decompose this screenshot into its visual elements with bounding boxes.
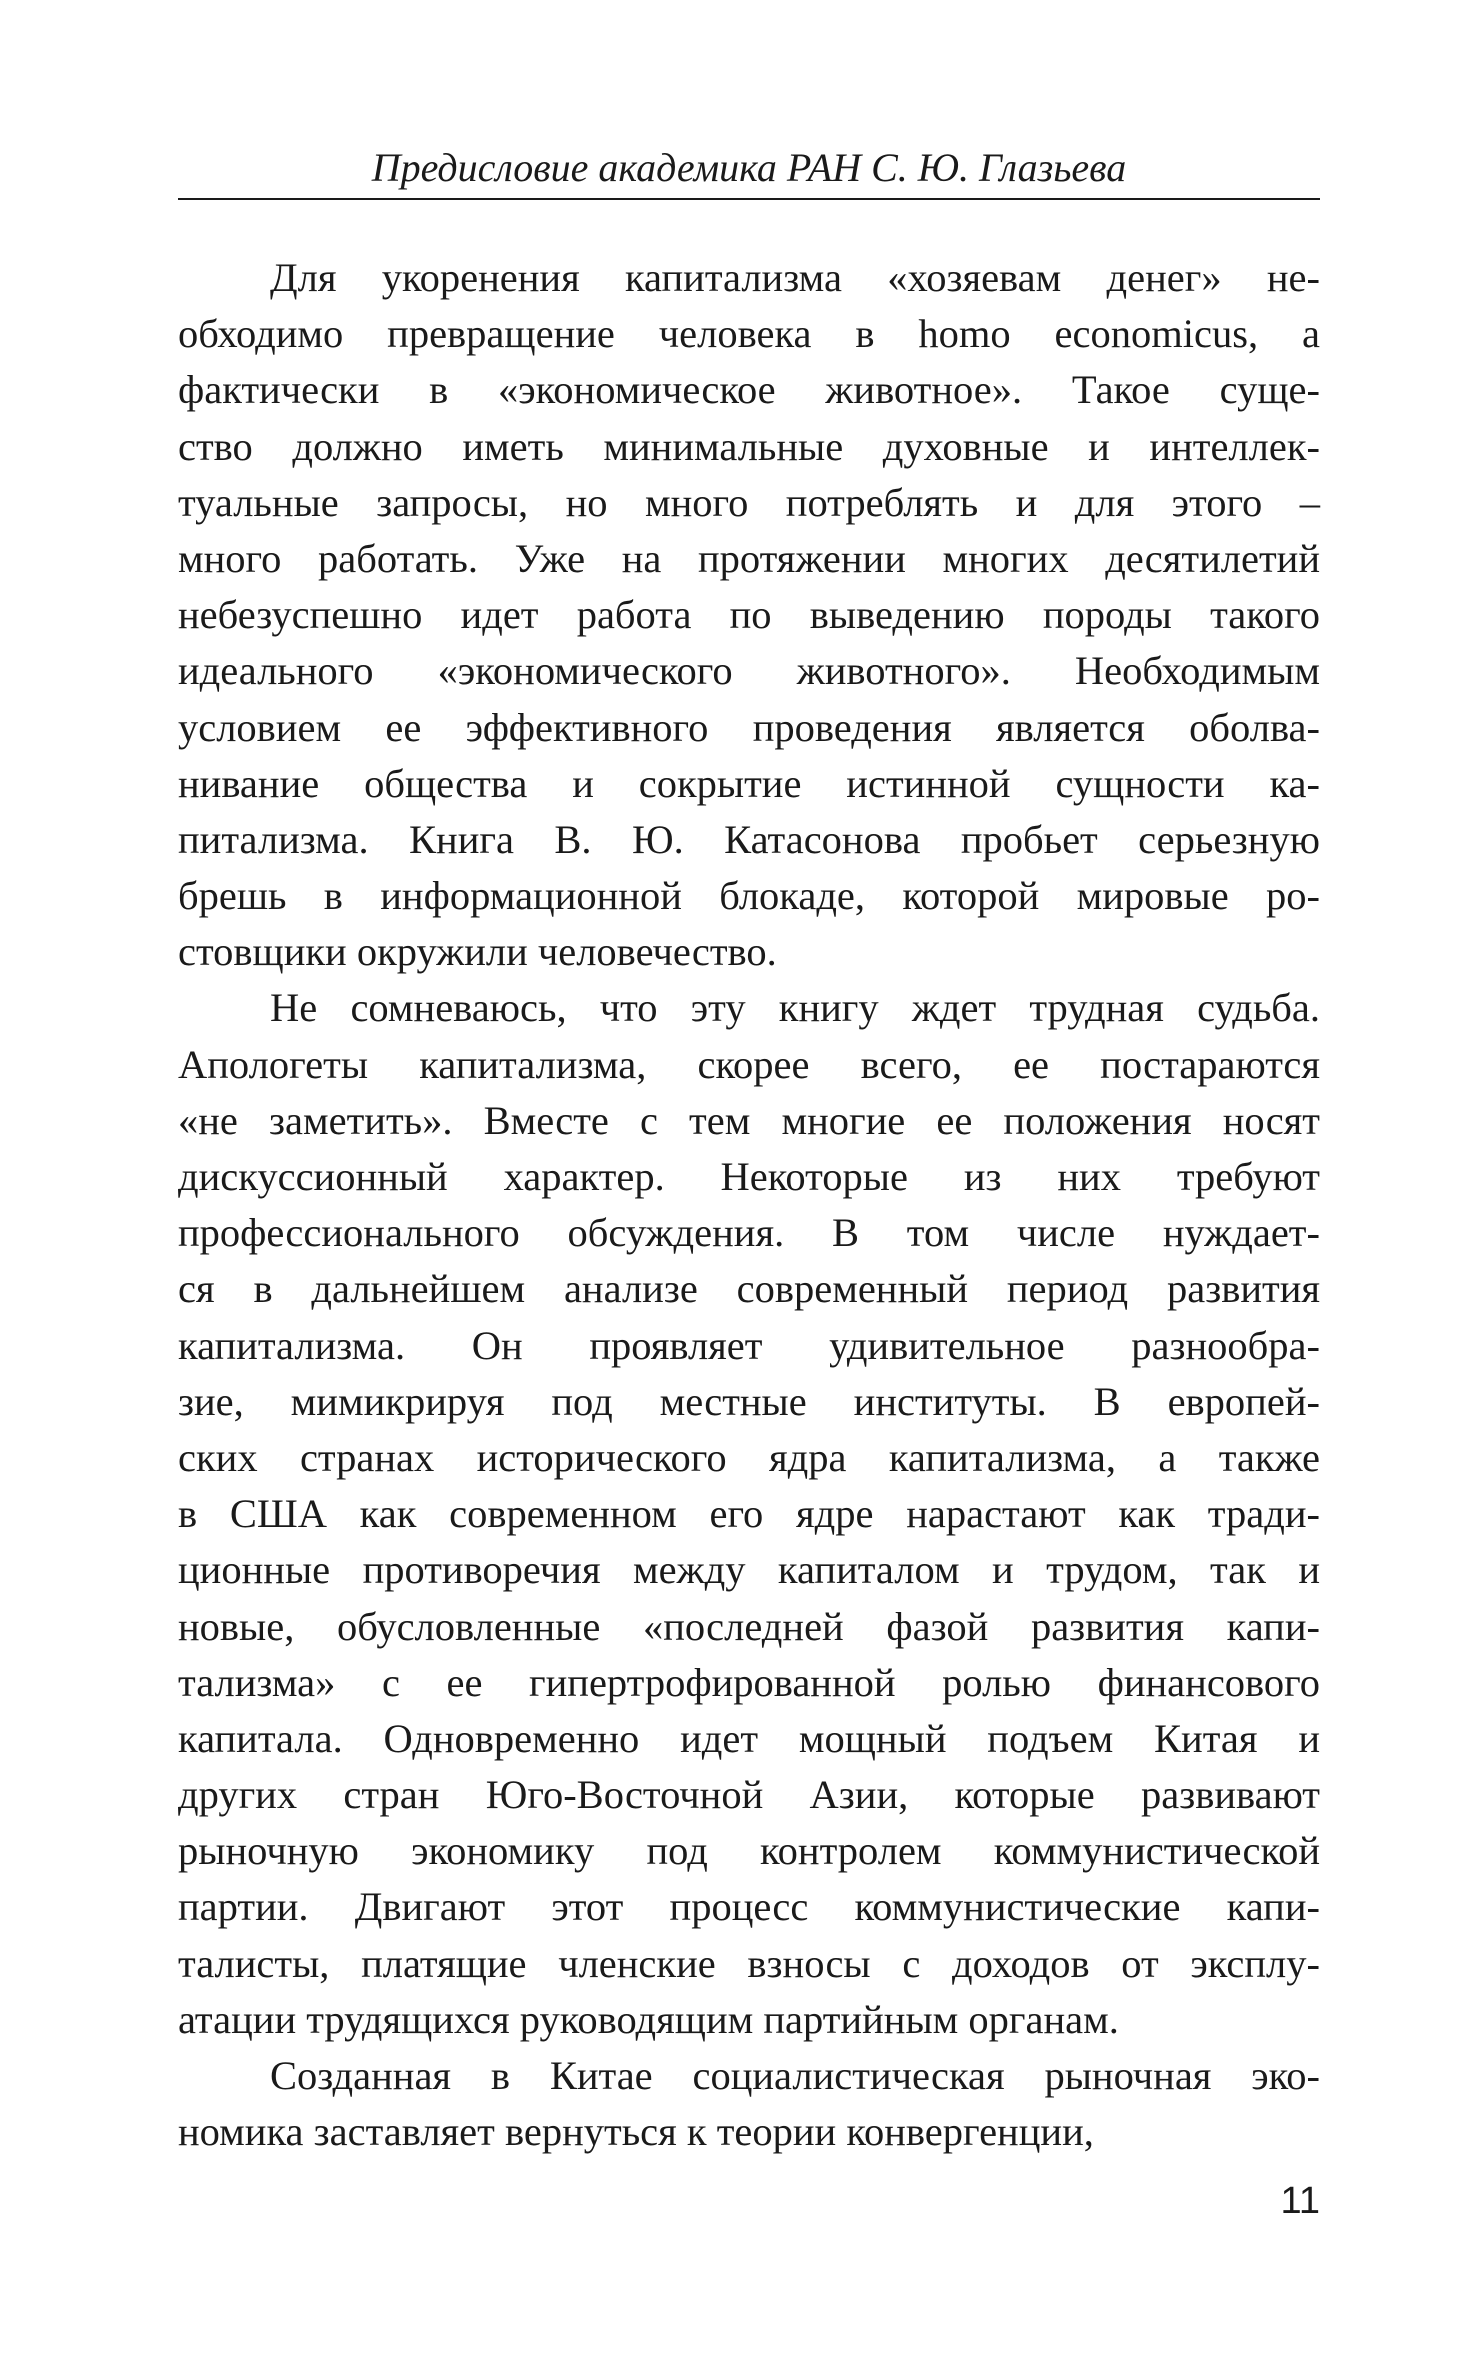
text-line: зие, мимикрируя под местные институты. В европей- [178,1378,1320,1424]
text-line: питализма. Книга В. Ю. Катасонова пробьет серьезную [178,816,1320,862]
text-line: Для укоренения капитализма «хозяевам денег» не- [270,255,1320,300]
text-line: талисты, платящие членские взносы с доходов от эксплу- [178,1940,1320,1986]
text-line: атации трудящихся руководящим партийным органам. [178,1996,1119,2042]
paragraph [178,250,1320,980]
text-line: капитализма. Он проявляет удивительное разнообра- [178,1322,1320,1368]
text-line: номика заставляет вернуться к теории конвергенции, [178,2109,1094,2155]
text-line: других стран Юго-Восточной Азии, которые развивают [178,1772,1320,1818]
running-header-title: Предисловие академика РАН С. Ю. Глазьева [371,145,1127,190]
text-line: условием ее эффективного проведения является оболва- [178,704,1320,750]
text-line: идеального «экономического животного». Необходимым [178,648,1320,694]
text-line: много работать. Уже на протяжении многих десятилетий [178,535,1320,581]
paragraph [178,980,1320,2048]
text-line: профессионального обсуждения. В том числе нуждает- [178,1210,1320,1256]
text-line: ционные противоречия между капиталом и трудом, так и [178,1547,1320,1593]
text-line: Не сомневаюсь, что эту книгу ждет трудная судьба. [270,985,1320,1031]
text-line: в США как современном его ядре нарастают как тради- [178,1491,1320,1537]
text-line: ся в дальнейшем анализе современный период развития [178,1266,1320,1312]
text-line: Созданная в Китае социалистическая рыночная эко- [270,2053,1320,2098]
text-line: капитала. Одновременно идет мощный подъем Китая и [178,1715,1320,1761]
text-line: туальные запросы, но много потреблять и для этого – [178,479,1320,525]
text-line: фактически в «экономическое животное». Такое суще- [178,367,1320,413]
text-line: обходимо превращение человека в homo economicus, а [178,311,1320,357]
text-line: Апологеты капитализма, скорее всего, ее постараются [178,1041,1320,1087]
text-line: небезуспешно идет работа по выведению породы такого [178,592,1320,638]
text-line: тализма» с ее гипертрофированной ролью финансового [178,1659,1320,1705]
paragraph [178,2048,1320,2160]
body-text [178,250,1320,2160]
text-line: партии. Двигают этот процесс коммунистические капи- [178,1884,1320,1930]
text-line: ских странах исторического ядра капитализма, а также [178,1434,1320,1480]
text-line: стовщики окружили человечество. [178,929,777,975]
text-line: «не заметить». Вместе с тем многие ее положения носят [178,1097,1320,1143]
text-line: новые, обусловленные «последней фазой развития капи- [178,1603,1320,1649]
text-line: рыночную экономику под контролем коммунистической [178,1828,1320,1874]
text-line: нивание общества и сокрытие истинной сущности ка- [178,760,1320,806]
text-line: дискуссионный характер. Некоторые из них требуют [178,1154,1320,1199]
page-number: 11 [1280,2180,1320,2222]
running-header [178,138,1320,200]
text-line: брешь в информационной блокаде, которой мировые ро- [178,873,1320,919]
text-line: ство должно иметь минимальные духовные и интеллек- [178,423,1320,469]
